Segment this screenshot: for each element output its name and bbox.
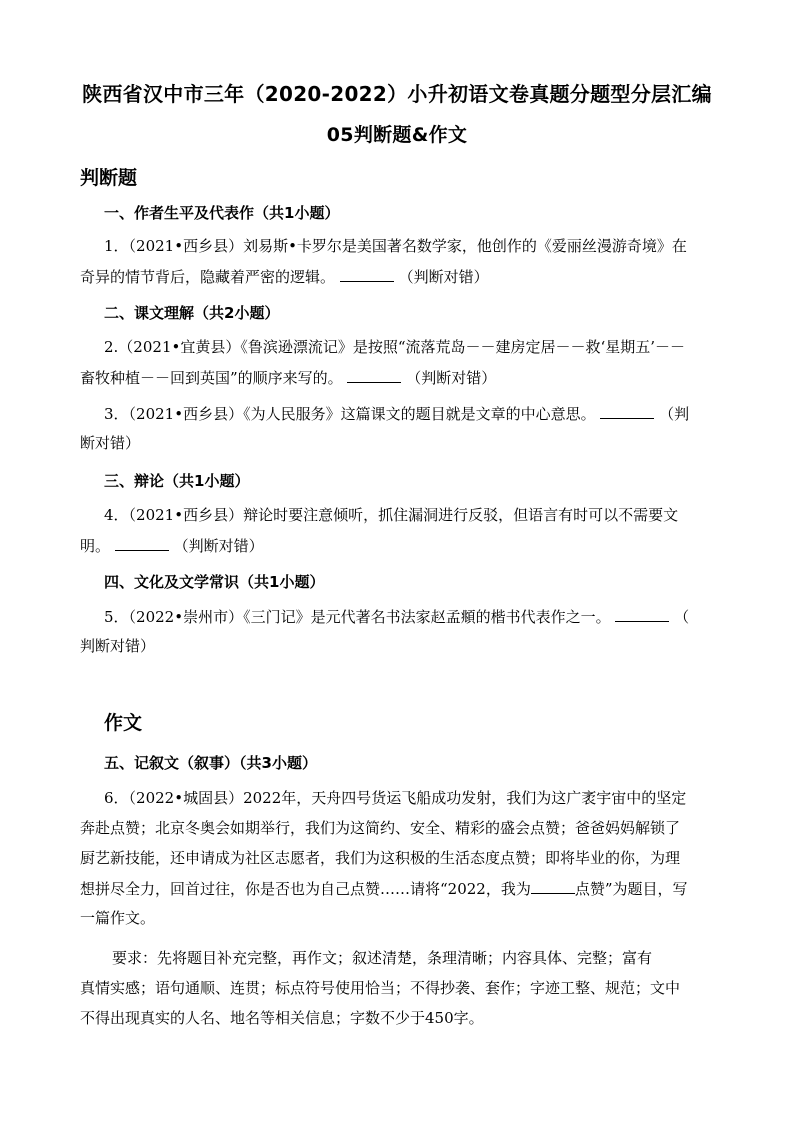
question-1-line-2	[80, 266, 489, 287]
essay-prompt-line-2: 奔赴点赞；北京冬奥会如期举行，我们为这简约、安全、精彩的盛会点赞；爸爸妈妈解锁了	[80, 819, 681, 837]
question-3-line-1	[104, 403, 689, 424]
part-heading-essay: 作文	[104, 712, 143, 734]
essay-prompt-line-1: 6．（2022•城固县）2022年，天舟四号货运飞船成功发射，我们为这广袤宇宙中的坚定	[104, 789, 687, 807]
document-subtitle: 05判断题&作文	[326, 124, 468, 146]
part-heading-judgement: 判断题	[80, 167, 138, 189]
question-4-line-2	[80, 535, 264, 556]
question-1-line-1: 1．（2021•西乡县）刘易斯•卡罗尔是美国著名数学家，他创作的《爱丽丝漫游奇境》在	[104, 237, 687, 255]
essay-requirements-line-3: 不得出现真实的人名、地名等相关信息；字数不少于450字。	[80, 1009, 484, 1027]
question-1-text: 奇异的情节背后，隐藏着严密的逻辑。	[80, 268, 336, 286]
section-heading-2: 二、课文理解（共2小题）	[104, 304, 280, 322]
question-5-instruction: （	[674, 608, 690, 626]
title-blank[interactable]	[531, 878, 575, 894]
essay-requirements-line-2: 真情实感；语句通顺、连贯；标点符号使用恰当；不得抄袭、套作；字迹工整、规范；文中	[80, 979, 681, 997]
question-5-text: 5．（2022•崇州市）《三门记》是元代著名书法家赵孟頫的楷书代表作之一。	[104, 608, 611, 626]
question-5-line-2: 判断对错）	[80, 637, 156, 655]
question-3-line-2: 断对错）	[80, 434, 141, 452]
answer-blank[interactable]	[340, 266, 394, 282]
answer-blank[interactable]	[615, 606, 669, 622]
section-heading-3: 三、辩论（共1小题）	[104, 472, 250, 490]
question-4-line-1: 4．（2021•西乡县）辩论时要注意倾听，抓住漏洞进行反驳，但语言有时可以不需要文	[104, 506, 679, 524]
question-3-text: 3．（2021•西乡县）《为人民服务》这篇课文的题目就是文章的中心意思。	[104, 405, 596, 423]
question-4-instruction: （判断对错）	[173, 537, 264, 555]
essay-prompt-line-3: 厨艺新技能，还申请成为社区志愿者，我们为这积极的生活态度点赞；即将毕业的你，为理	[80, 849, 681, 867]
essay-prompt-text: 想拼尽全力，回首过往，你是否也为自己点赞……请将“2022，我为	[80, 880, 531, 898]
question-4-text: 明。	[80, 537, 111, 555]
question-2-text: 畜牧种植－－回到英国”的顺序来写的。	[80, 369, 343, 387]
question-2-line-2	[80, 367, 496, 388]
document-title: 陕西省汉中市三年（2020-2022）小升初语文卷真题分题型分层汇编	[82, 82, 712, 106]
essay-requirements-line-1: 要求：先将题目补充完整，再作文；叙述清楚，条理清晰；内容具体、完整；富有	[112, 949, 653, 967]
section-heading-4: 四、文化及文学常识（共1小题）	[104, 573, 325, 591]
essay-prompt-line-4	[80, 878, 688, 899]
question-3-instruction: （判	[659, 405, 690, 423]
section-heading-1: 一、作者生平及代表作（共1小题）	[104, 204, 340, 222]
question-1-instruction: （判断对错）	[398, 268, 489, 286]
question-2-instruction: （判断对错）	[406, 369, 497, 387]
essay-prompt-text-end: 点赞”为题目，写	[574, 880, 688, 898]
essay-prompt-line-5: 一篇作文。	[80, 909, 156, 927]
question-5-line-1	[104, 606, 689, 627]
answer-blank[interactable]	[347, 367, 401, 383]
answer-blank[interactable]	[115, 535, 169, 551]
section-heading-5: 五、记叙文（叙事）（共3小题）	[104, 754, 317, 772]
answer-blank[interactable]	[600, 403, 654, 419]
question-2-line-1: 2.（2021•宜黄县）《鲁滨逊漂流记》是按照“流落荒岛－－建房定居－－救‘星期五’－－	[104, 338, 686, 356]
